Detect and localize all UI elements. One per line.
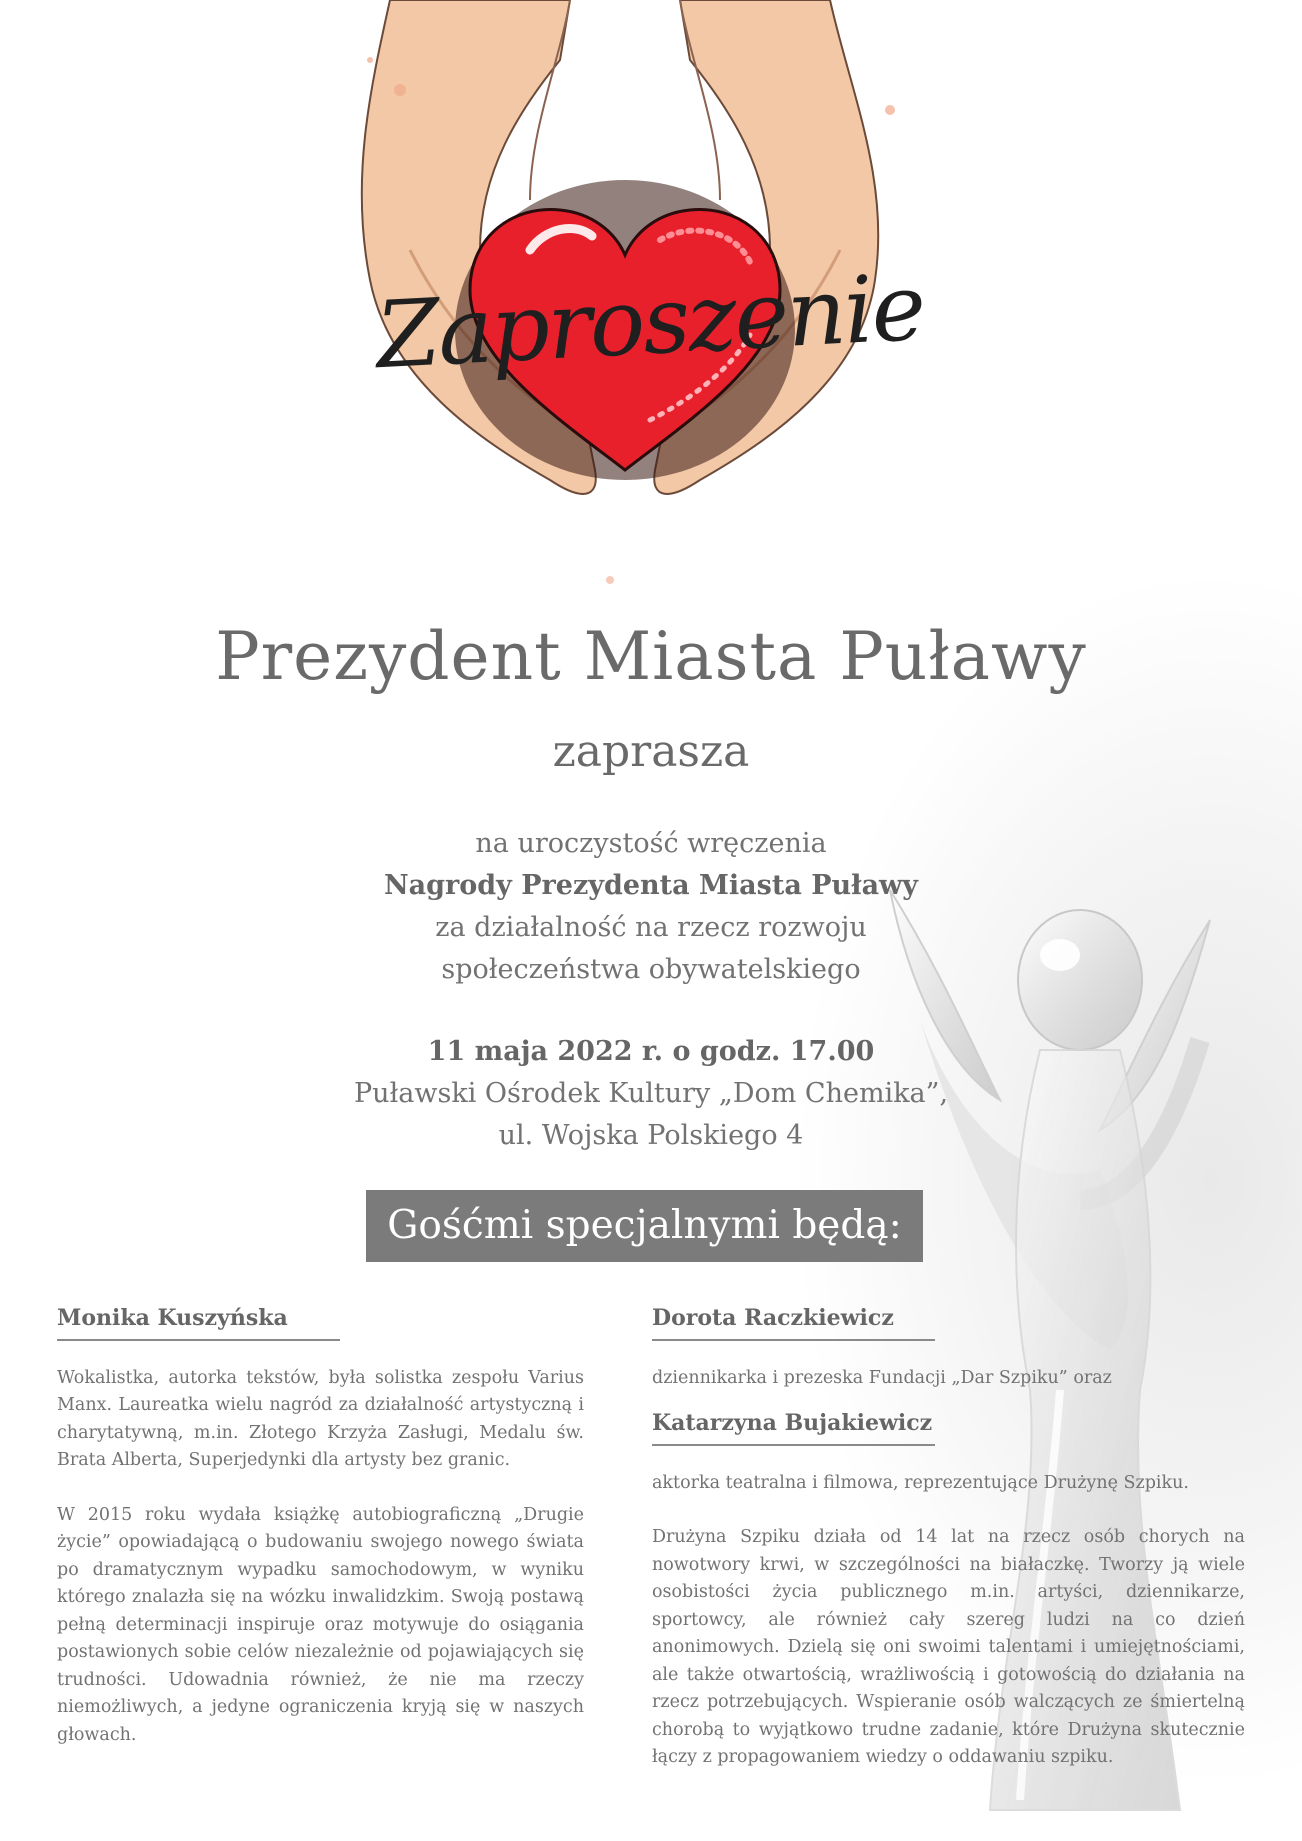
event-datetime: 11 maja 2022 r. o godz. 17.00 [427, 1036, 875, 1067]
guest-bio-paragraph-1: Wokalistka, autorka tekstów, była solistka zespołu Varius Manx. Laureatka wielu nagród za działalność artystyczną i charytatywną, m.in. Złotego Krzyża Zasługi, Medalu św. Brata Alberta, Superjedynki dla artysty bez granic. [57, 1367, 584, 1470]
event-address: ul. Wojska Polskiego 4 [498, 1120, 804, 1151]
event-details [0, 1031, 1302, 1157]
guest-desc-bujakiewicz: aktorka teatralna i filmowa, reprezentujące Drużynę Szpiku. [652, 1472, 1189, 1493]
occasion-line-4: społeczeństwa obywatelskiego [441, 954, 861, 985]
script-title-text: Zaproszenie [373, 253, 927, 390]
guest-name-kuszynska: Monika Kuszyńska [57, 1305, 340, 1341]
occasion-line-1: na uroczystość wręczenia [475, 828, 827, 859]
page-subtitle: zaprasza [552, 726, 750, 777]
guest-name-bujakiewicz: Katarzyna Bujakiewicz [652, 1410, 935, 1446]
druzyna-szpiku-paragraph: Drużyna Szpiku działa od 14 lat na rzecz osób chorych na nowotwory krwi, w szczególności na białaczkę. Tworzy ją wiele osobistości życia publicznego m.in. artyści, dziennikarze, sportowcy, ale również cały szereg ludzi na co dzień anonimowych. Dzielą się oni swoimi talentami i umiejętnościami, ale także otwartością, wrażliwością i gotowością do działania na rzecz potrzebujących. Wspieranie osób walczących ze śmiertelną chorobą to wyjątkowo trudne zadanie, które Drużyna skutecznie łączy z propagowaniem wiedzy o oddawaniu szpiku. [652, 1527, 1245, 1767]
guest-name-raczkiewicz: Dorota Raczkiewicz [652, 1305, 935, 1341]
page-title: Prezydent Miasta Puławy [215, 618, 1087, 695]
occasion-line-3: za działalność na rzecz rozwoju [435, 912, 867, 943]
event-venue: Puławski Ośrodek Kultury „Dom Chemika”, [353, 1078, 949, 1109]
guest-desc-raczkiewicz: dziennikarka i prezeska Fundacji „Dar Szpiku” oraz [652, 1367, 1112, 1388]
guests-heading: Gośćmi specjalnymi będą: [366, 1190, 923, 1262]
guest-column-left [57, 1305, 584, 1749]
guest-column-right [652, 1305, 1245, 1772]
award-name: Nagrody Prezydenta Miasta Puławy [384, 870, 918, 901]
occasion-block [0, 823, 1302, 991]
guest-bio-paragraph-2: W 2015 roku wydała książkę autobiograficzną „Drugie życie” opowiadającą o budowaniu swojego nowego świata po dramatycznym wypadku samochodowym, w wyniku którego znalazła się na wózku inwalidzkim. Swoją postawą pełną determinacji inspiruje oraz motywuje do osiągania postawionych sobie celów niezależnie od pojawiających się trudności. Udowadnia również, że nie ma rzeczy niemożliwych, a jedyne ograniczenia kryją się w naszych głowach. [57, 1504, 584, 1745]
